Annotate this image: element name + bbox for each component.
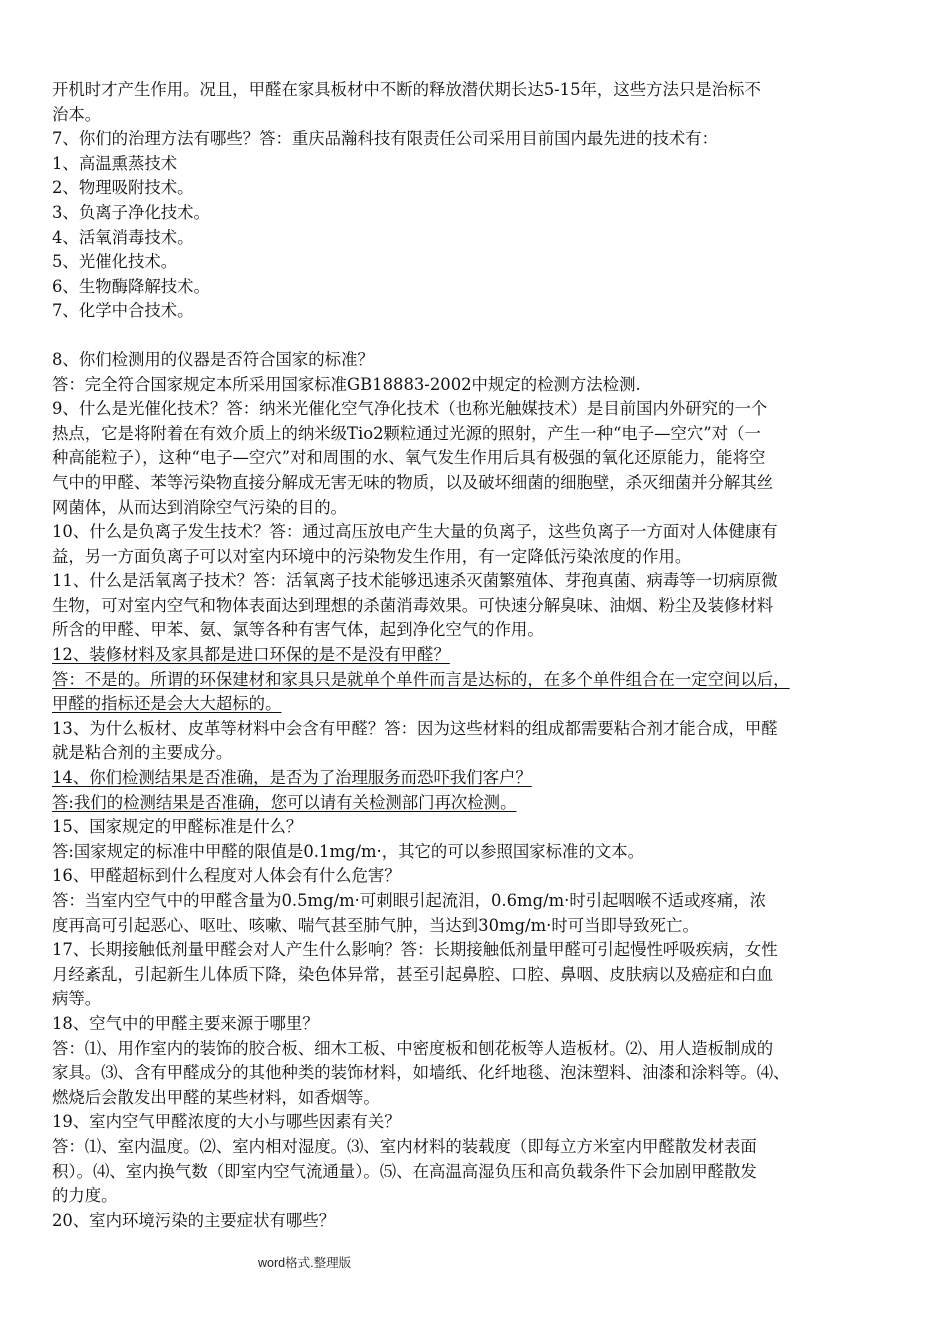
text-line: 开机时才产生作用。况且，甲醛在家具板材中不断的释放潜伏期长达5-15年，这些方法只是治标不 — [52, 80, 761, 99]
text-line: 热点，它是将附着在有效介质上的纳米级Tio2颗粒通过光源的照射，产生一种“电子—空穴”对（一 — [52, 423, 761, 443]
text-line: 17、长期接触低剂量甲醛会对人产生什么影响？答：长期接触低剂量甲醛可引起慢性呼吸疾病，女性 — [52, 940, 778, 960]
text-line: 6、生物酶降解技术。 — [52, 276, 210, 296]
text-line: 19、室内空气甲醛浓度的大小与哪些因素有关？ — [52, 1112, 401, 1132]
text-line: 9、什么是光催化技术？答：纳米光催化空气净化技术（也称光触媒技术）是目前国内外研究的一个 — [52, 399, 768, 419]
text-line: 病等。 — [52, 989, 102, 1009]
text-line: 11、什么是活氧离子技术？答：活氧离子技术能够迅速杀灭菌繁殖体、芽孢真菌、病毒等一切病原微 — [52, 571, 778, 591]
text-line: 7、你们的治理方法有哪些？答：重庆品瀚科技有限责任公司采用目前国内最先进的技术有： — [52, 129, 719, 149]
text-line: 18、空气中的甲醛主要来源于哪里？ — [52, 1013, 319, 1033]
text-line: 答:国家规定的标准中甲醛的限值是0.1mg/m·，其它的可以参照国家标准的文本。 — [52, 841, 645, 861]
text-line: 答：⑴、室内温度。⑵、室内相对湿度。⑶、室内材料的装载度（即每立方米室内甲醛散发材表面 — [52, 1136, 757, 1156]
underlined-answer: 甲醛的指标还是会大大超标的。 — [52, 694, 282, 714]
blank-line — [52, 324, 900, 348]
underlined-answer: 答:我们的检测结果是否准确，您可以请有关检测部门再次检测。 — [52, 792, 517, 812]
text-line: 就是粘合剂的主要成分。 — [52, 743, 233, 763]
text-line: 答：⑴、用作室内的装饰的胶合板、细木工板、中密度板和刨花板等人造板材。⑵、用人造板制成的 — [52, 1038, 774, 1058]
text-line: 5、光催化技术。 — [52, 252, 178, 272]
text-line: 积）。⑷、室内换气数（即室内空气流通量）。⑸、在高温高湿负压和高负载条件下会加剧甲醛散发 — [52, 1161, 757, 1181]
text-line: 生物，可对室内空气和物体表面达到理想的杀菌消毒效果。可快速分解臭味、油烟、粉尘及装修材料 — [52, 595, 774, 615]
text-line: 网菌体，从而达到消除空气污染的目的。 — [52, 497, 348, 517]
text-line: 16、甲醛超标到什么程度对人体会有什么危害？ — [52, 866, 401, 886]
text-line: 度再高可引起恶心、呕吐、咳嗽、喘气甚至肺气肿，当达到30mg/m·时可当即导致死亡。 — [52, 915, 699, 935]
text-line: 4、活氧消毒技术。 — [52, 227, 194, 247]
text-line: 治本。 — [52, 104, 102, 124]
text-line: 20、室内环境污染的主要症状有哪些？ — [52, 1210, 336, 1230]
text-line: 答：当室内空气中的甲醛含量为0.5mg/m·可刺眼引起流泪，0.6mg/m·时引起咽喉不适或疼痛，浓 — [52, 891, 767, 910]
text-line: 1、高温熏蒸技术 — [52, 153, 178, 173]
underlined-answer: 答：不是的。所谓的环保建材和家具只是就单个单件而言是达标的，在多个单件组合在一定空间以后， — [52, 669, 790, 689]
underlined-question: 12、装修材料及家具都是进口环保的是不是没有甲醛？ — [52, 645, 450, 665]
text-line: 燃烧后会散发出甲醛的某些材料，如香烟等。 — [52, 1087, 380, 1107]
page-footer: word格式.整理版 — [258, 1256, 352, 1270]
text-line: 10、什么是负离子发生技术？答：通过高压放电产生大量的负离子，这些负离子一方面对人体健康有 — [52, 522, 778, 542]
text-line: 8、你们检测用的仪器是否符合国家的标准？ — [52, 349, 374, 369]
document-body — [52, 78, 900, 1233]
underlined-question: 14、你们检测结果是否准确，是否为了治理服务而恐吓我们客户？ — [52, 768, 532, 788]
text-line: 7、化学中合技术。 — [52, 301, 194, 321]
text-line: 家具。⑶、含有甲醛成分的其他种类的装饰材料，如墙纸、化纤地毯、泡沫塑料、油漆和涂料等。⑷、 — [52, 1063, 790, 1083]
text-line: 15、国家规定的甲醛标准是什么？ — [52, 817, 303, 837]
text-line: 的力度。 — [52, 1186, 118, 1206]
text-line: 气中的甲醛、苯等污染物直接分解成无害无味的物质，以及破坏细菌的细胞壁，杀灭细菌并分解其丝 — [52, 472, 774, 492]
text-line: 种高能粒子），这种“电子—空穴”对和周围的水、氧气发生作用后具有极强的氧化还原能力，能将空 — [52, 448, 766, 468]
text-line: 3、负离子净化技术。 — [52, 202, 210, 222]
text-line: 2、物理吸附技术。 — [52, 178, 194, 198]
text-line: 月经紊乱，引起新生儿体质下降，染色体异常，甚至引起鼻腔、口腔、鼻咽、皮肤病以及癌症和白血 — [52, 964, 774, 984]
text-line: 答：完全符合国家规定本所采用国家标准GB18883-2002中规定的检测方法检测. — [52, 374, 641, 394]
text-line: 益，另一方面负离子可以对室内环境中的污染物发生作用，有一定降低污染浓度的作用。 — [52, 546, 692, 566]
text-line: 所含的甲醛、甲苯、氨、氯等各种有害气体，起到净化空气的作用。 — [52, 620, 544, 640]
text-line: 13、为什么板材、皮革等材料中会含有甲醛？答：因为这些材料的组成都需要粘合剂才能合成，甲醛 — [52, 718, 778, 738]
